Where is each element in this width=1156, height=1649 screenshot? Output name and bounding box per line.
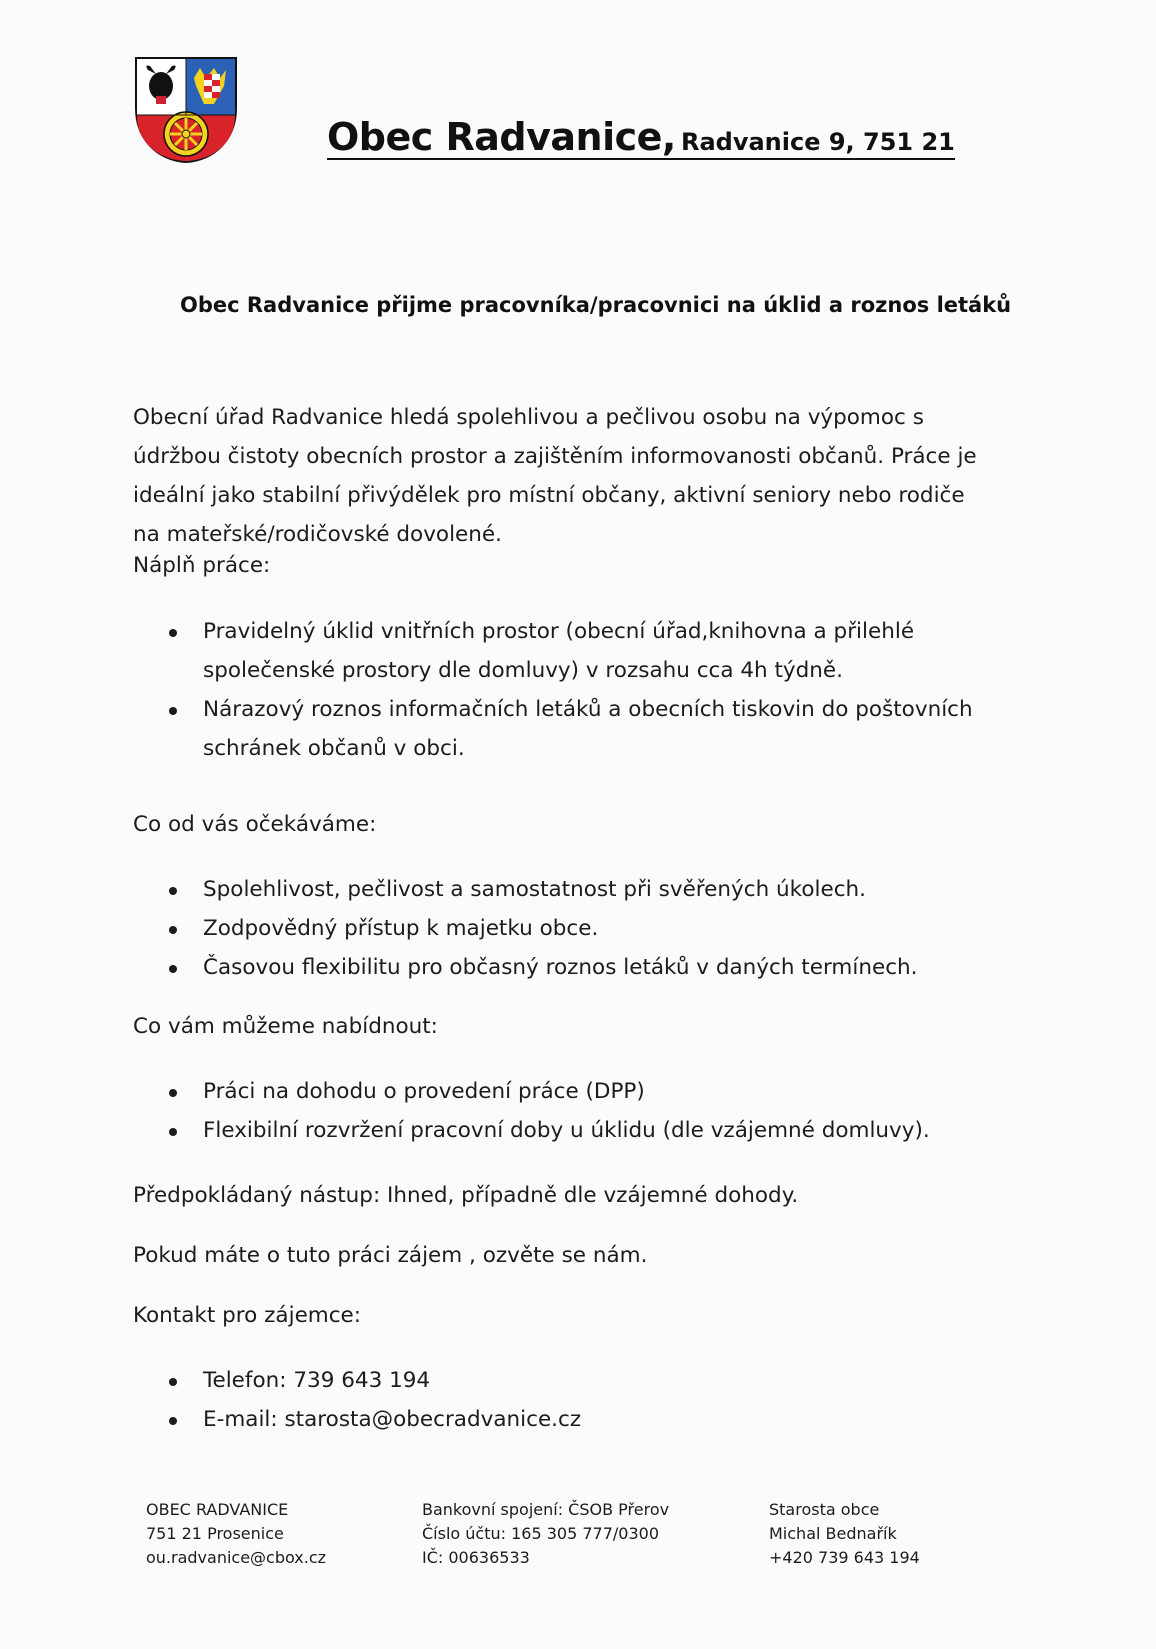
footer-line: +420 739 643 194 xyxy=(769,1548,920,1567)
interest-text: Pokud máte o tuto práci zájem , ozvěte se nám. xyxy=(133,1243,648,1268)
contact-heading: Kontakt pro zájemce: xyxy=(133,1303,362,1328)
duties-list xyxy=(165,612,973,768)
footer-line: 751 21 Prosenice xyxy=(146,1524,284,1543)
intro-line: Obecní úřad Radvanice hledá spolehlivou a pečlivou osobu na výpomoc s xyxy=(133,405,924,430)
footer-line: OBEC RADVANICE xyxy=(146,1500,289,1519)
footer-email[interactable]: ou.radvanice@cbox.cz xyxy=(146,1548,327,1567)
contact-email[interactable]: E-mail: starosta@obecradvanice.cz xyxy=(165,1400,581,1439)
list-item: Zodpovědný přístup k majetku obce. xyxy=(165,909,917,948)
list-item: Flexibilní rozvržení pracovní doby u úklidu (dle vzájemné domluvy). xyxy=(165,1111,930,1150)
header xyxy=(327,115,955,160)
footer-mayor xyxy=(769,1498,920,1570)
footer-line: IČ: 00636533 xyxy=(422,1548,530,1567)
list-item-text: Pravidelný úklid vnitřních prostor (obecní úřad,knihovna a přilehlé xyxy=(203,619,915,644)
footer-line: Michal Bednařík xyxy=(769,1524,897,1543)
list-item: Práci na dohodu o provedení práce (DPP) xyxy=(165,1072,930,1111)
offer-list xyxy=(165,1072,930,1150)
list-item xyxy=(165,612,973,690)
list-item: Spolehlivost, pečlivost a samostatnost při svěřených úkolech. xyxy=(165,870,917,909)
list-item-text: společenské prostory dle domluvy) v rozsahu cca 4h týdně. xyxy=(203,658,843,683)
intro-paragraph xyxy=(133,398,1033,554)
list-item-text: Nárazový roznos informačních letáků a obecních tiskovin do poštovních xyxy=(203,697,973,722)
footer-bank xyxy=(422,1498,669,1570)
duties-heading: Náplň práce: xyxy=(133,553,271,578)
footer-line: Bankovní spojení: ČSOB Přerov xyxy=(422,1500,670,1519)
intro-line: na mateřské/rodičovské dovolené. xyxy=(133,522,502,547)
municipality-name: Obec Radvanice, xyxy=(327,115,676,159)
list-item-text: schránek občanů v obci. xyxy=(203,736,465,761)
document-subtitle: Obec Radvanice přijme pracovníka/pracovnici na úklid a roznos letáků xyxy=(180,293,1012,317)
expectations-heading: Co od vás očekáváme: xyxy=(133,812,377,837)
footer-line: Starosta obce xyxy=(769,1500,880,1519)
expectations-list xyxy=(165,870,917,987)
contact-phone: Telefon: 739 643 194 xyxy=(165,1361,581,1400)
intro-line: ideální jako stabilní přivýdělek pro místní občany, aktivní seniory nebo rodiče xyxy=(133,483,965,508)
list-item xyxy=(165,690,973,768)
footer-address xyxy=(146,1498,326,1570)
municipality-address: Radvanice 9, 751 21 xyxy=(680,128,955,156)
contact-list xyxy=(165,1361,581,1439)
list-item: Časovou flexibilitu pro občasný roznos letáků v daných termínech. xyxy=(165,948,917,987)
intro-line: údržbou čistoty obecních prostor a zajištěním informovanosti občanů. Práce je xyxy=(133,444,977,469)
footer-line: Číslo účtu: 165 305 777/0300 xyxy=(422,1524,659,1543)
offer-heading: Co vám můžeme nabídnout: xyxy=(133,1014,438,1039)
start-date-text: Předpokládaný nástup: Ihned, případně dle vzájemné dohody. xyxy=(133,1183,799,1208)
coat-of-arms-icon xyxy=(134,56,238,164)
